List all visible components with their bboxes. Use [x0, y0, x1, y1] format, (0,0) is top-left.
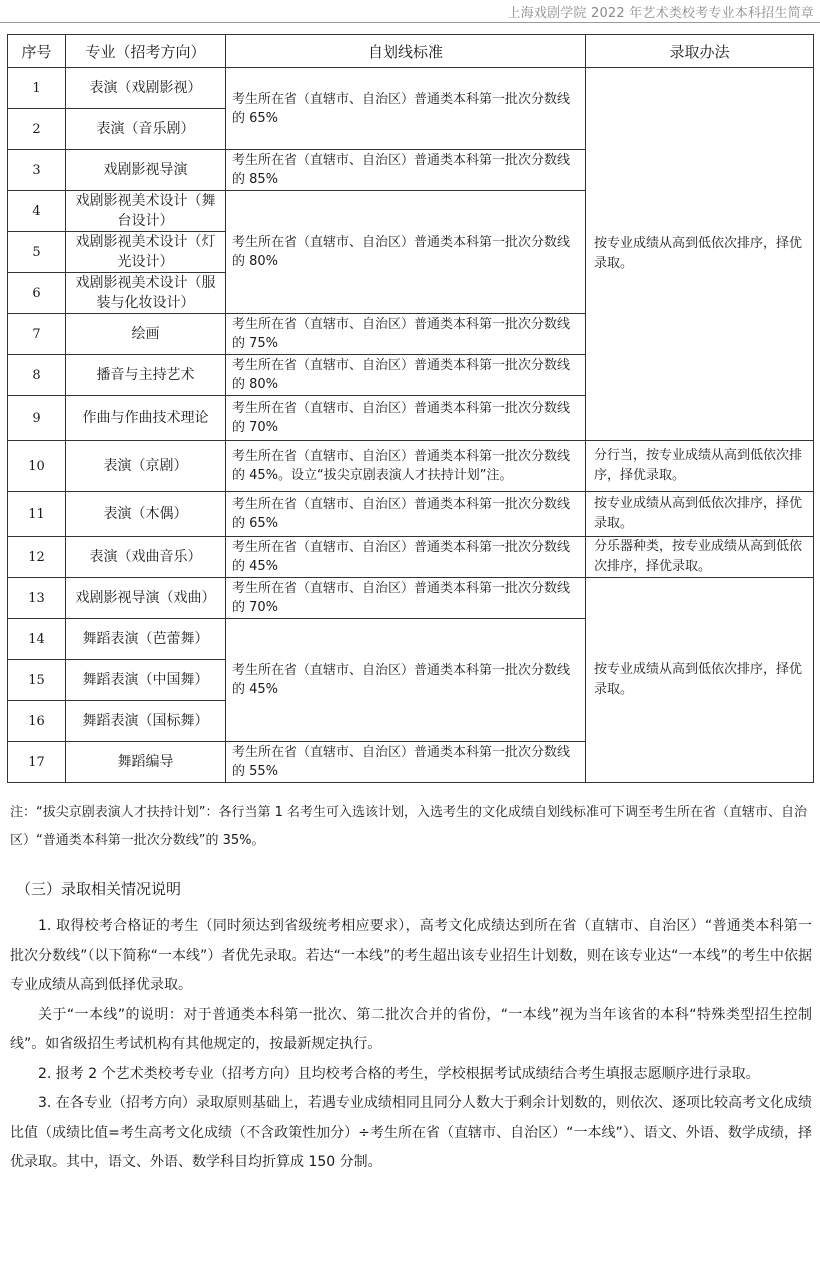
major-name: 表演（木偶）: [66, 492, 226, 537]
major-name: 绘画: [66, 314, 226, 355]
major-name: 戏剧影视美术设计（舞台设计）: [66, 191, 226, 232]
row-number: 10: [8, 441, 66, 492]
paragraph: 1. 取得校考合格证的考生（同时须达到省级统考相应要求），高考文化成绩达到所在省（直辖市、自治区）“普通类本科第一批次分数线”（以下简称“一本线”）者优先录取。若达“一本线”的考生超出该专业招生计划数，则在该专业达“一本线”的考生中依据专业成绩从高到低择优录取。: [10, 918, 812, 993]
score-standard: 考生所在省（直辖市、自治区）普通类本科第一批次分数线的 65%: [226, 68, 586, 150]
row-number: 4: [8, 191, 66, 232]
row-number: 7: [8, 314, 66, 355]
table-row: [8, 492, 814, 537]
page-header: 上海戏剧学院 2022 年艺术类校考专业本科招生简章: [507, 6, 814, 21]
major-name: 舞蹈表演（国标舞）: [66, 701, 226, 742]
major-name: 舞蹈表演（芭蕾舞）: [66, 619, 226, 660]
admission-table: [7, 34, 814, 783]
row-number: 13: [8, 578, 66, 619]
row-number: 17: [8, 742, 66, 783]
row-number: 8: [8, 355, 66, 396]
admission-method: 分乐器种类，按专业成绩从高到低依次排序，择优录取。: [586, 537, 814, 578]
row-number: 5: [8, 232, 66, 273]
row-number: 11: [8, 492, 66, 537]
row-number: 14: [8, 619, 66, 660]
row-number: 3: [8, 150, 66, 191]
major-name: 作曲与作曲技术理论: [66, 396, 226, 441]
admission-method: 按专业成绩从高到低依次排序，择优录取。: [586, 578, 814, 783]
major-name: 戏剧影视导演（戏曲）: [66, 578, 226, 619]
major-name: 舞蹈编导: [66, 742, 226, 783]
row-number: 6: [8, 273, 66, 314]
col-header-major: 专业（招考方向）: [66, 35, 226, 68]
section-body: [10, 912, 812, 1178]
row-number: 12: [8, 537, 66, 578]
row-number: 9: [8, 396, 66, 441]
score-standard: 考生所在省（直辖市、自治区）普通类本科第一批次分数线的 70%: [226, 578, 586, 619]
row-number: 16: [8, 701, 66, 742]
score-standard: 考生所在省（直辖市、自治区）普通类本科第一批次分数线的 45%: [226, 619, 586, 742]
admission-method: 按专业成绩从高到低依次排序，择优录取。: [586, 68, 814, 441]
score-standard: 考生所在省（直辖市、自治区）普通类本科第一批次分数线的 75%: [226, 314, 586, 355]
major-name: 戏剧影视美术设计（灯光设计）: [66, 232, 226, 273]
major-name: 戏剧影视美术设计（服装与化妆设计）: [66, 273, 226, 314]
admission-method: 分行当，按专业成绩从高到低依次排序，择优录取。: [586, 441, 814, 492]
score-standard: 考生所在省（直辖市、自治区）普通类本科第一批次分数线的 80%: [226, 191, 586, 314]
section-title: （三）录取相关情况说明: [16, 880, 182, 898]
score-standard: 考生所在省（直辖市、自治区）普通类本科第一批次分数线的 85%: [226, 150, 586, 191]
table-row: [8, 68, 814, 109]
major-name: 舞蹈表演（中国舞）: [66, 660, 226, 701]
score-standard: 考生所在省（直辖市、自治区）普通类本科第一批次分数线的 80%: [226, 355, 586, 396]
table-footnote: 注：“拔尖京剧表演人才扶持计划”：各行当第 1 名考生可入选该计划，入选考生的文化成绩自划线标准可下调至考生所在省（直辖市、自治区）“普通类本科第一批次分数线”的 35%。: [10, 805, 808, 848]
score-standard: 考生所在省（直辖市、自治区）普通类本科第一批次分数线的 55%: [226, 742, 586, 783]
row-number: 1: [8, 68, 66, 109]
admission-method: 按专业成绩从高到低依次排序，择优录取。: [586, 492, 814, 537]
paragraph: 关于“一本线”的说明：对于普通类本科第一批次、第二批次合并的省份，“一本线”视为当年该省的本科“特殊类型招生控制线”。如省级招生考试机构有其他规定的，按最新规定执行。: [10, 1006, 812, 1052]
table-row: [8, 578, 814, 619]
header-divider: [0, 22, 820, 23]
col-header-admission: 录取办法: [586, 35, 814, 68]
major-name: 表演（京剧）: [66, 441, 226, 492]
major-name: 表演（音乐剧）: [66, 109, 226, 150]
col-header-standard: 自划线标准: [226, 35, 586, 68]
table-header-row: [8, 35, 814, 68]
score-standard: 考生所在省（直辖市、自治区）普通类本科第一批次分数线的 45%: [226, 537, 586, 578]
paragraph: 2. 报考 2 个艺术类校考专业（招考方向）且均校考合格的考生，学校根据考试成绩结合考生填报志愿顺序进行录取。: [38, 1065, 760, 1082]
row-number: 15: [8, 660, 66, 701]
major-name: 戏剧影视导演: [66, 150, 226, 191]
col-header-no: 序号: [8, 35, 66, 68]
major-name: 播音与主持艺术: [66, 355, 226, 396]
paragraph: 3. 在各专业（招考方向）录取原则基础上，若遇专业成绩相同且同分人数大于剩余计划数的，则依次、逐项比较高考文化成绩比值（成绩比值=考生高考文化成绩（不含政策性加分）÷考生所在省（直辖市、自治区）“一本线”）、语文、外语、数学成绩，择优录取。其中，语文、外语、数学科目均折算成 150 分制。: [10, 1095, 812, 1170]
major-name: 表演（戏剧影视）: [66, 68, 226, 109]
score-standard: 考生所在省（直辖市、自治区）普通类本科第一批次分数线的 65%: [226, 492, 586, 537]
row-number: 2: [8, 109, 66, 150]
table-row: [8, 441, 814, 492]
score-standard: 考生所在省（直辖市、自治区）普通类本科第一批次分数线的 45%。设立“拔尖京剧表演人才扶持计划”注。: [226, 441, 586, 492]
table-row: [8, 537, 814, 578]
score-standard: 考生所在省（直辖市、自治区）普通类本科第一批次分数线的 70%: [226, 396, 586, 441]
major-name: 表演（戏曲音乐）: [66, 537, 226, 578]
